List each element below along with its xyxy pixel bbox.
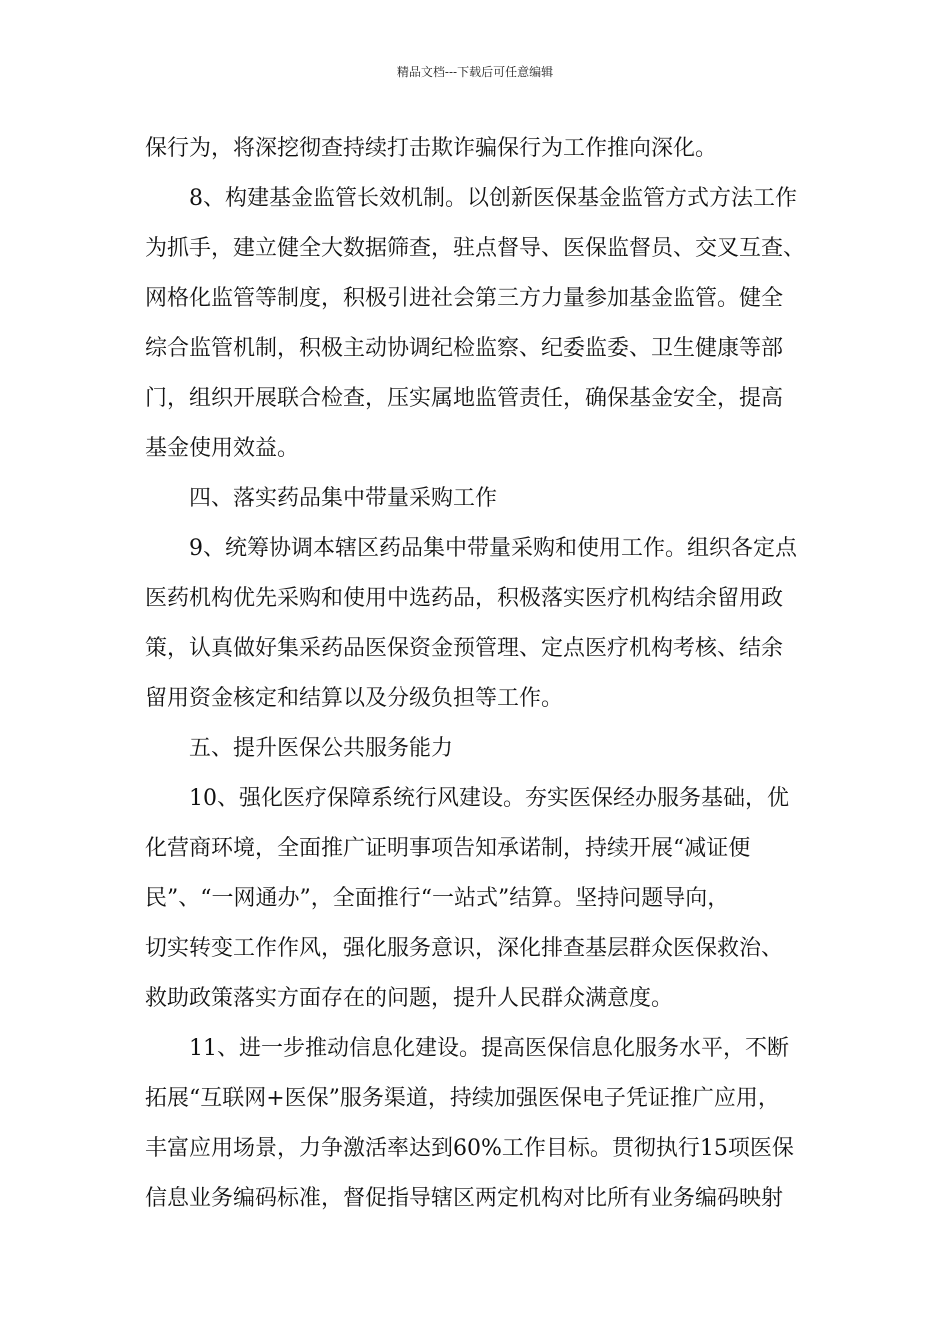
text-line: 基金使用效益。 — [145, 436, 300, 461]
text-line: 策，认真做好集采药品医保资金预管理、定点医疗机构考核、结余 — [145, 636, 784, 661]
text-line: 切实转变工作作风，强化服务意识，深化排查基层群众医保救治、 — [145, 936, 784, 961]
paragraph-8-start: 8、构建基金监管长效机制。以创新医保基金监管方式方法工作 — [189, 186, 797, 211]
text-line: 信息业务编码标准，督促指导辖区两定机构对比所有业务编码映射 — [145, 1186, 784, 1211]
text-line: 综合监管机制，积极主动协调纪检监察、纪委监委、卫生健康等部 — [145, 336, 784, 361]
document-body — [145, 124, 825, 1224]
section-heading-5: 五、提升医保公共服务能力 — [189, 736, 454, 761]
paragraph-11-start: 11、进一步推动信息化建设。提高医保信息化服务水平，不断 — [189, 1036, 789, 1061]
text-line: 化营商环境，全面推广证明事项告知承诺制，持续开展“减证便 — [145, 836, 751, 861]
section-heading-4: 四、落实药品集中带量采购工作 — [189, 486, 498, 511]
text-line: 民”、“一网通办”，全面推行“一站式”结算。坚持问题导向， — [145, 886, 730, 911]
paragraph-10-start: 10、强化医疗保障系统行风建设。夯实医保经办服务基础，优 — [189, 786, 789, 811]
text-line: 留用资金核定和结算以及分级负担等工作。 — [145, 686, 564, 711]
text-line: 为抓手，建立健全大数据筛查，驻点督导、医保监督员、交叉互查、 — [145, 236, 806, 261]
text-line: 网格化监管等制度，积极引进社会第三方力量参加基金监管。健全 — [145, 286, 784, 311]
text-line: 保行为，将深挖彻查持续打击欺诈骗保行为工作推向深化。 — [145, 136, 718, 161]
text-line: 拓展“互联网+医保”服务渠道，持续加强医保电子凭证推广应用， — [145, 1086, 780, 1111]
paragraph-9-start: 9、统筹协调本辖区药品集中带量采购和使用工作。组织各定点 — [189, 536, 797, 561]
page-header: 精品文档---下载后可任意编辑 — [396, 65, 554, 79]
text-line: 医药机构优先采购和使用中选药品，积极落实医疗机构结余留用政 — [145, 586, 784, 611]
text-line: 丰富应用场景，力争激活率达到60%工作目标。贯彻执行15项医保 — [145, 1136, 794, 1161]
text-line: 救助政策落实方面存在的问题，提升人民群众满意度。 — [145, 986, 674, 1011]
text-line: 门，组织开展联合检查，压实属地监管责任，确保基金安全，提高 — [145, 386, 784, 411]
